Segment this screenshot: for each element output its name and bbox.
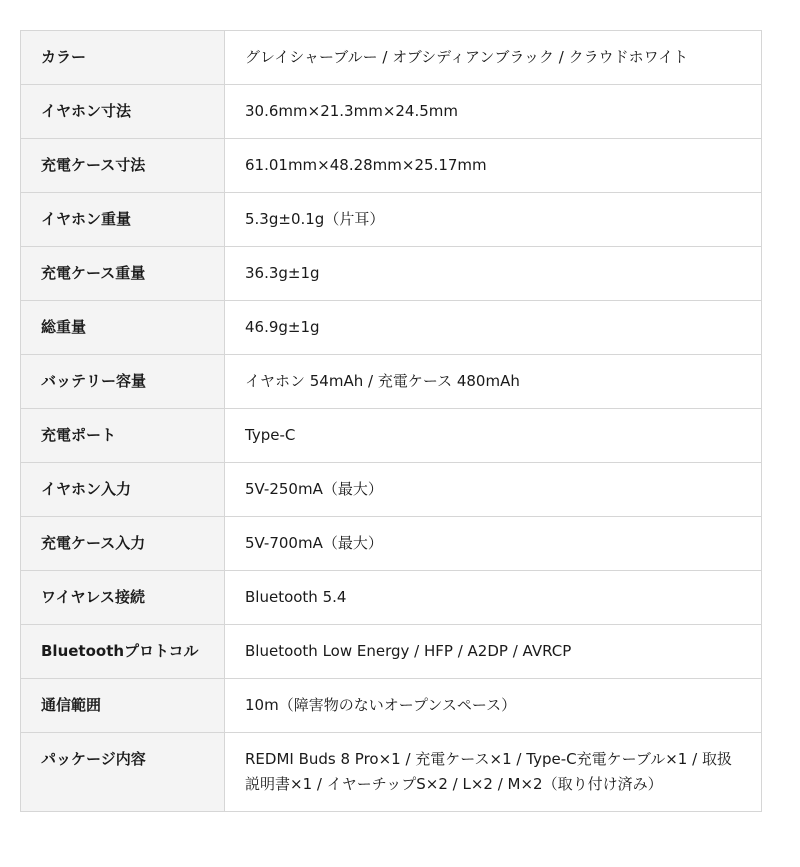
spec-table bbox=[20, 30, 762, 812]
table-row bbox=[21, 31, 762, 85]
table-row bbox=[21, 139, 762, 193]
spec-value-wireless: Bluetooth 5.4 bbox=[225, 571, 762, 625]
spec-label-bt-protocol: Bluetoothプロトコル bbox=[21, 625, 225, 679]
spec-label-range: 通信範囲 bbox=[21, 679, 225, 733]
spec-label-total-weight: 総重量 bbox=[21, 301, 225, 355]
spec-label-case-size: 充電ケース寸法 bbox=[21, 139, 225, 193]
table-row bbox=[21, 733, 762, 812]
spec-label-package: パッケージ内容 bbox=[21, 733, 225, 812]
spec-value-case-weight: 36.3g±1g bbox=[225, 247, 762, 301]
spec-value-battery: イヤホン 54mAh / 充電ケース 480mAh bbox=[225, 355, 762, 409]
spec-value-range: 10m（障害物のないオープンスペース） bbox=[225, 679, 762, 733]
spec-label-case-weight: 充電ケース重量 bbox=[21, 247, 225, 301]
spec-value-package: REDMI Buds 8 Pro×1 / 充電ケース×1 / Type-C充電ケーブル×1 / 取扱説明書×1 / イヤーチップS×2 / L×2 / M×2（取り付け済み） bbox=[225, 733, 762, 812]
spec-label-earbud-weight: イヤホン重量 bbox=[21, 193, 225, 247]
table-row bbox=[21, 247, 762, 301]
spec-value-bt-protocol: Bluetooth Low Energy / HFP / A2DP / AVRCP bbox=[225, 625, 762, 679]
table-row bbox=[21, 193, 762, 247]
spec-value-case-input: 5V-700mA（最大） bbox=[225, 517, 762, 571]
spec-value-total-weight: 46.9g±1g bbox=[225, 301, 762, 355]
table-row bbox=[21, 301, 762, 355]
table-row bbox=[21, 625, 762, 679]
table-row bbox=[21, 409, 762, 463]
spec-label-earbud-input: イヤホン入力 bbox=[21, 463, 225, 517]
table-row bbox=[21, 571, 762, 625]
table-row bbox=[21, 679, 762, 733]
table-row bbox=[21, 463, 762, 517]
spec-label-earbud-size: イヤホン寸法 bbox=[21, 85, 225, 139]
table-row bbox=[21, 355, 762, 409]
spec-value-charge-port: Type-C bbox=[225, 409, 762, 463]
spec-label-battery: バッテリー容量 bbox=[21, 355, 225, 409]
spec-label-charge-port: 充電ポート bbox=[21, 409, 225, 463]
spec-value-earbud-size: 30.6mm×21.3mm×24.5mm bbox=[225, 85, 762, 139]
spec-label-case-input: 充電ケース入力 bbox=[21, 517, 225, 571]
spec-value-earbud-weight: 5.3g±0.1g（片耳） bbox=[225, 193, 762, 247]
spec-value-case-size: 61.01mm×48.28mm×25.17mm bbox=[225, 139, 762, 193]
spec-label-wireless: ワイヤレス接続 bbox=[21, 571, 225, 625]
spec-value-earbud-input: 5V-250mA（最大） bbox=[225, 463, 762, 517]
spec-table-container bbox=[20, 30, 762, 812]
spec-value-color: グレイシャーブルー / オブシディアンブラック / クラウドホワイト bbox=[225, 31, 762, 85]
table-row bbox=[21, 85, 762, 139]
spec-label-color: カラー bbox=[21, 31, 225, 85]
table-row bbox=[21, 517, 762, 571]
